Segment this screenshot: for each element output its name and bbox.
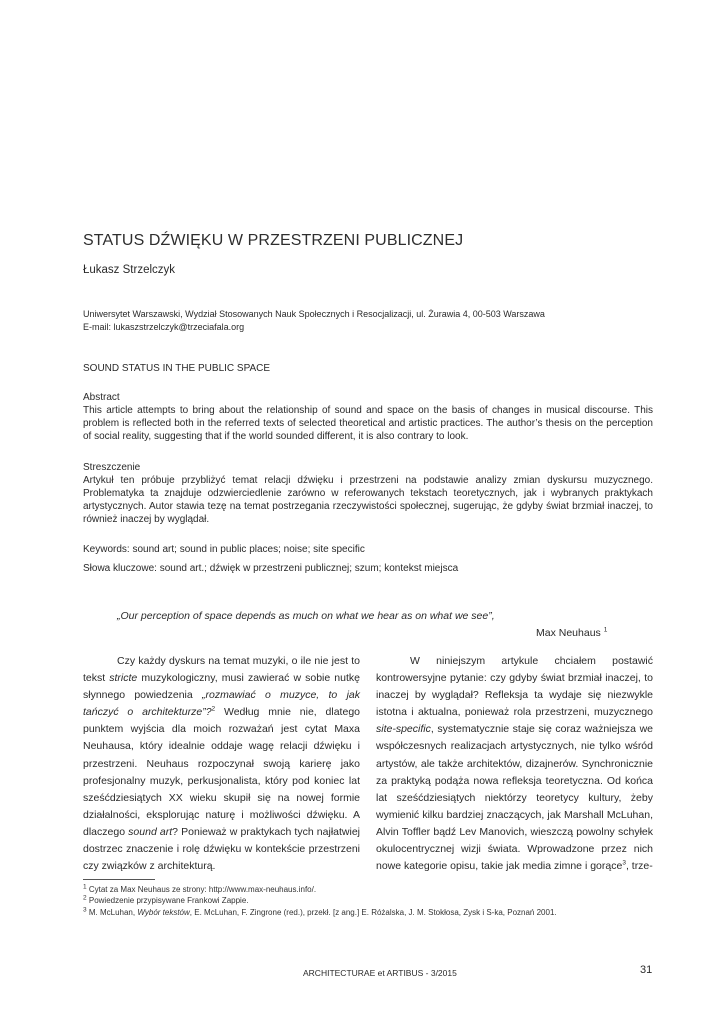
epigraph-author-name: Max Neuhaus [536,627,601,639]
author-name: Łukasz Strzelczyk [83,264,176,276]
text-run: , systematycznie staje się coraz ważniejsza we współczesnych realizacjach artystycznych, nie tylko wśród artystów, ale także architektów, dizajnerów. Synchronicznie za praktyką podąża nowa refleksja teoretyczna. Od końca lat sześćdziesiątych niektórzy teoretycy kultury, żeby wymienić kilku bardziej znaczących, jak Marshall McLuhan, Alvin Toffler bądź Lev Manovich, wieszczą powolny schyłek okulocentrycznej wizji świata. Wprowadzone przez nich nowe kategorie opisu, takie jak media zimne i gorące [376,723,653,873]
text-run: Według mnie nie, dlatego punktem wyjścia dla moich rozważań jest cytat Maxa Neuhausa, który idealnie oddaje wagę relacji dźwięku i przestrzeni. Neuhaus rozpoczynał swoją karierę jako profesjonalny muzyk, perkusjonalista, który pod koniec lat sześćdziesiątych XX wieku skupił się na nowej formie działalności, eksplorując naturę i możliwości dźwięku. A dlaczego [83,706,360,838]
text-run: muzykologiczny, musi zawierać w sobie nutkę słynnego powiedzenia [83,672,360,702]
footnote-number: 3 [83,905,87,913]
footnote-number: 2 [83,894,87,902]
page-number: 31 [640,964,653,976]
footnotes [83,884,557,918]
affiliation [83,308,545,334]
body-column-left [83,653,360,875]
text-run: W niniejszym artykule chciałem postawić kontrowersyjne pytanie: czy gdyby świat brzmiał inaczej, to inaczej by wyglądał? Refleksja ta wydaje się niezwykle istotna i aktualna, ponieważ rola przestrzeni, muzycznego [376,655,653,719]
article-title: STATUS DŹWIĘKU W PRZESTRZENI PUBLICZNEJ [83,232,464,249]
footnote-3 [83,907,557,918]
epigraph-author [536,627,607,639]
affiliation-line: Uniwersytet Warszawski, Wydział Stosowanych Nauk Społecznych i Resocjalizacji, ul. Żurawia 4, 00-503 Warszawa [83,309,545,319]
footnote-2 [83,895,557,906]
text-run: Czy każdy dyskurs na temat muzyki, o ile nie jest to tekst [83,655,360,685]
text-run: , trze- [625,860,653,873]
footnote-1 [83,884,557,895]
italic-run: „rozmawiać o muzyce, to jak tańczyć o architekturze”? [83,689,360,719]
footnote-title: Wybór tekstów [137,907,190,917]
italic-run: stricte [109,672,138,685]
keywords-en: Keywords: sound art; sound in public places; noise; site specific [83,544,365,555]
abstract-text: This article attempts to bring about the relationship of sound and space on the basis of changes in musical discourse. This problem is reflected both in the referred texts of selected theoretical and artistic practices. The author’s thesis on the perception of social reality, suggesting that if the world sounded different, it is also contrary to look. [83,405,653,442]
italic-run: sound art [128,825,173,838]
footnote-text: M. McLuhan, [88,907,138,917]
footnote-text: Powiedzenie przypisywane Frankowi Zappie. [88,896,249,906]
footnote-text: , E. McLuhan, F. Zingrone (red.), przekł. [z ang.] E. Różalska, J. M. Stokłosa, Zysk i S-ka, Poznań 2001. [189,907,557,917]
journal-footer: ARCHITECTURAE et ARTIBUS - 3/2015 [303,968,457,978]
footnote-ref-1: 1 [603,626,608,634]
paragraph [376,653,653,875]
streszczenie-heading: Streszczenie [83,462,141,473]
paragraph [83,653,360,875]
keywords-pl: Słowa kluczowe: sound art.; dźwięk w przestrzeni publicznej; szum; kontekst miejsca [83,563,459,574]
italic-run: site-specific [376,723,431,736]
epigraph-quote: „Our perception of space depends as much on what we hear as on what we see”, [117,610,495,622]
email-line: E-mail: lukaszstrzelczyk@trzeciafala.org [83,322,245,332]
footnote-number: 1 [83,883,87,891]
streszczenie-text: Artykuł ten próbuje przybliżyć temat relacji dźwięku i przestrzeni na podstawie analizy zmian dyskursu muzycznego. Problematyka ta znajduje odzwierciedlenie zarówno w referowanych tekstach teoretycznych, jak i wybranych praktykach artystycznych. Autor stawia tezę na temat postrzegania rzeczywistości społecznej, sugerując, że gdyby świat brzmiał inaczej, to również inaczej by wyglądał. [83,475,653,525]
abstract-heading: Abstract [83,392,120,403]
abstract [83,391,653,443]
text-run: ? Ponieważ w praktykach tych najłatwiej dostrzec znaczenie i rolę dźwięku w kontekście przestrzeni czy związków z architekturą. [83,825,360,873]
streszczenie [83,461,653,526]
body-column-right [376,653,653,875]
footnote-divider [83,879,155,880]
footnote-text: Cytat za Max Neuhaus ze strony: http://www.max-neuhaus.info/. [88,885,317,894]
footnote-ref-3: 3 [622,859,626,867]
english-title: SOUND STATUS IN THE PUBLIC SPACE [83,363,271,374]
footnote-ref-2: 2 [211,705,216,713]
